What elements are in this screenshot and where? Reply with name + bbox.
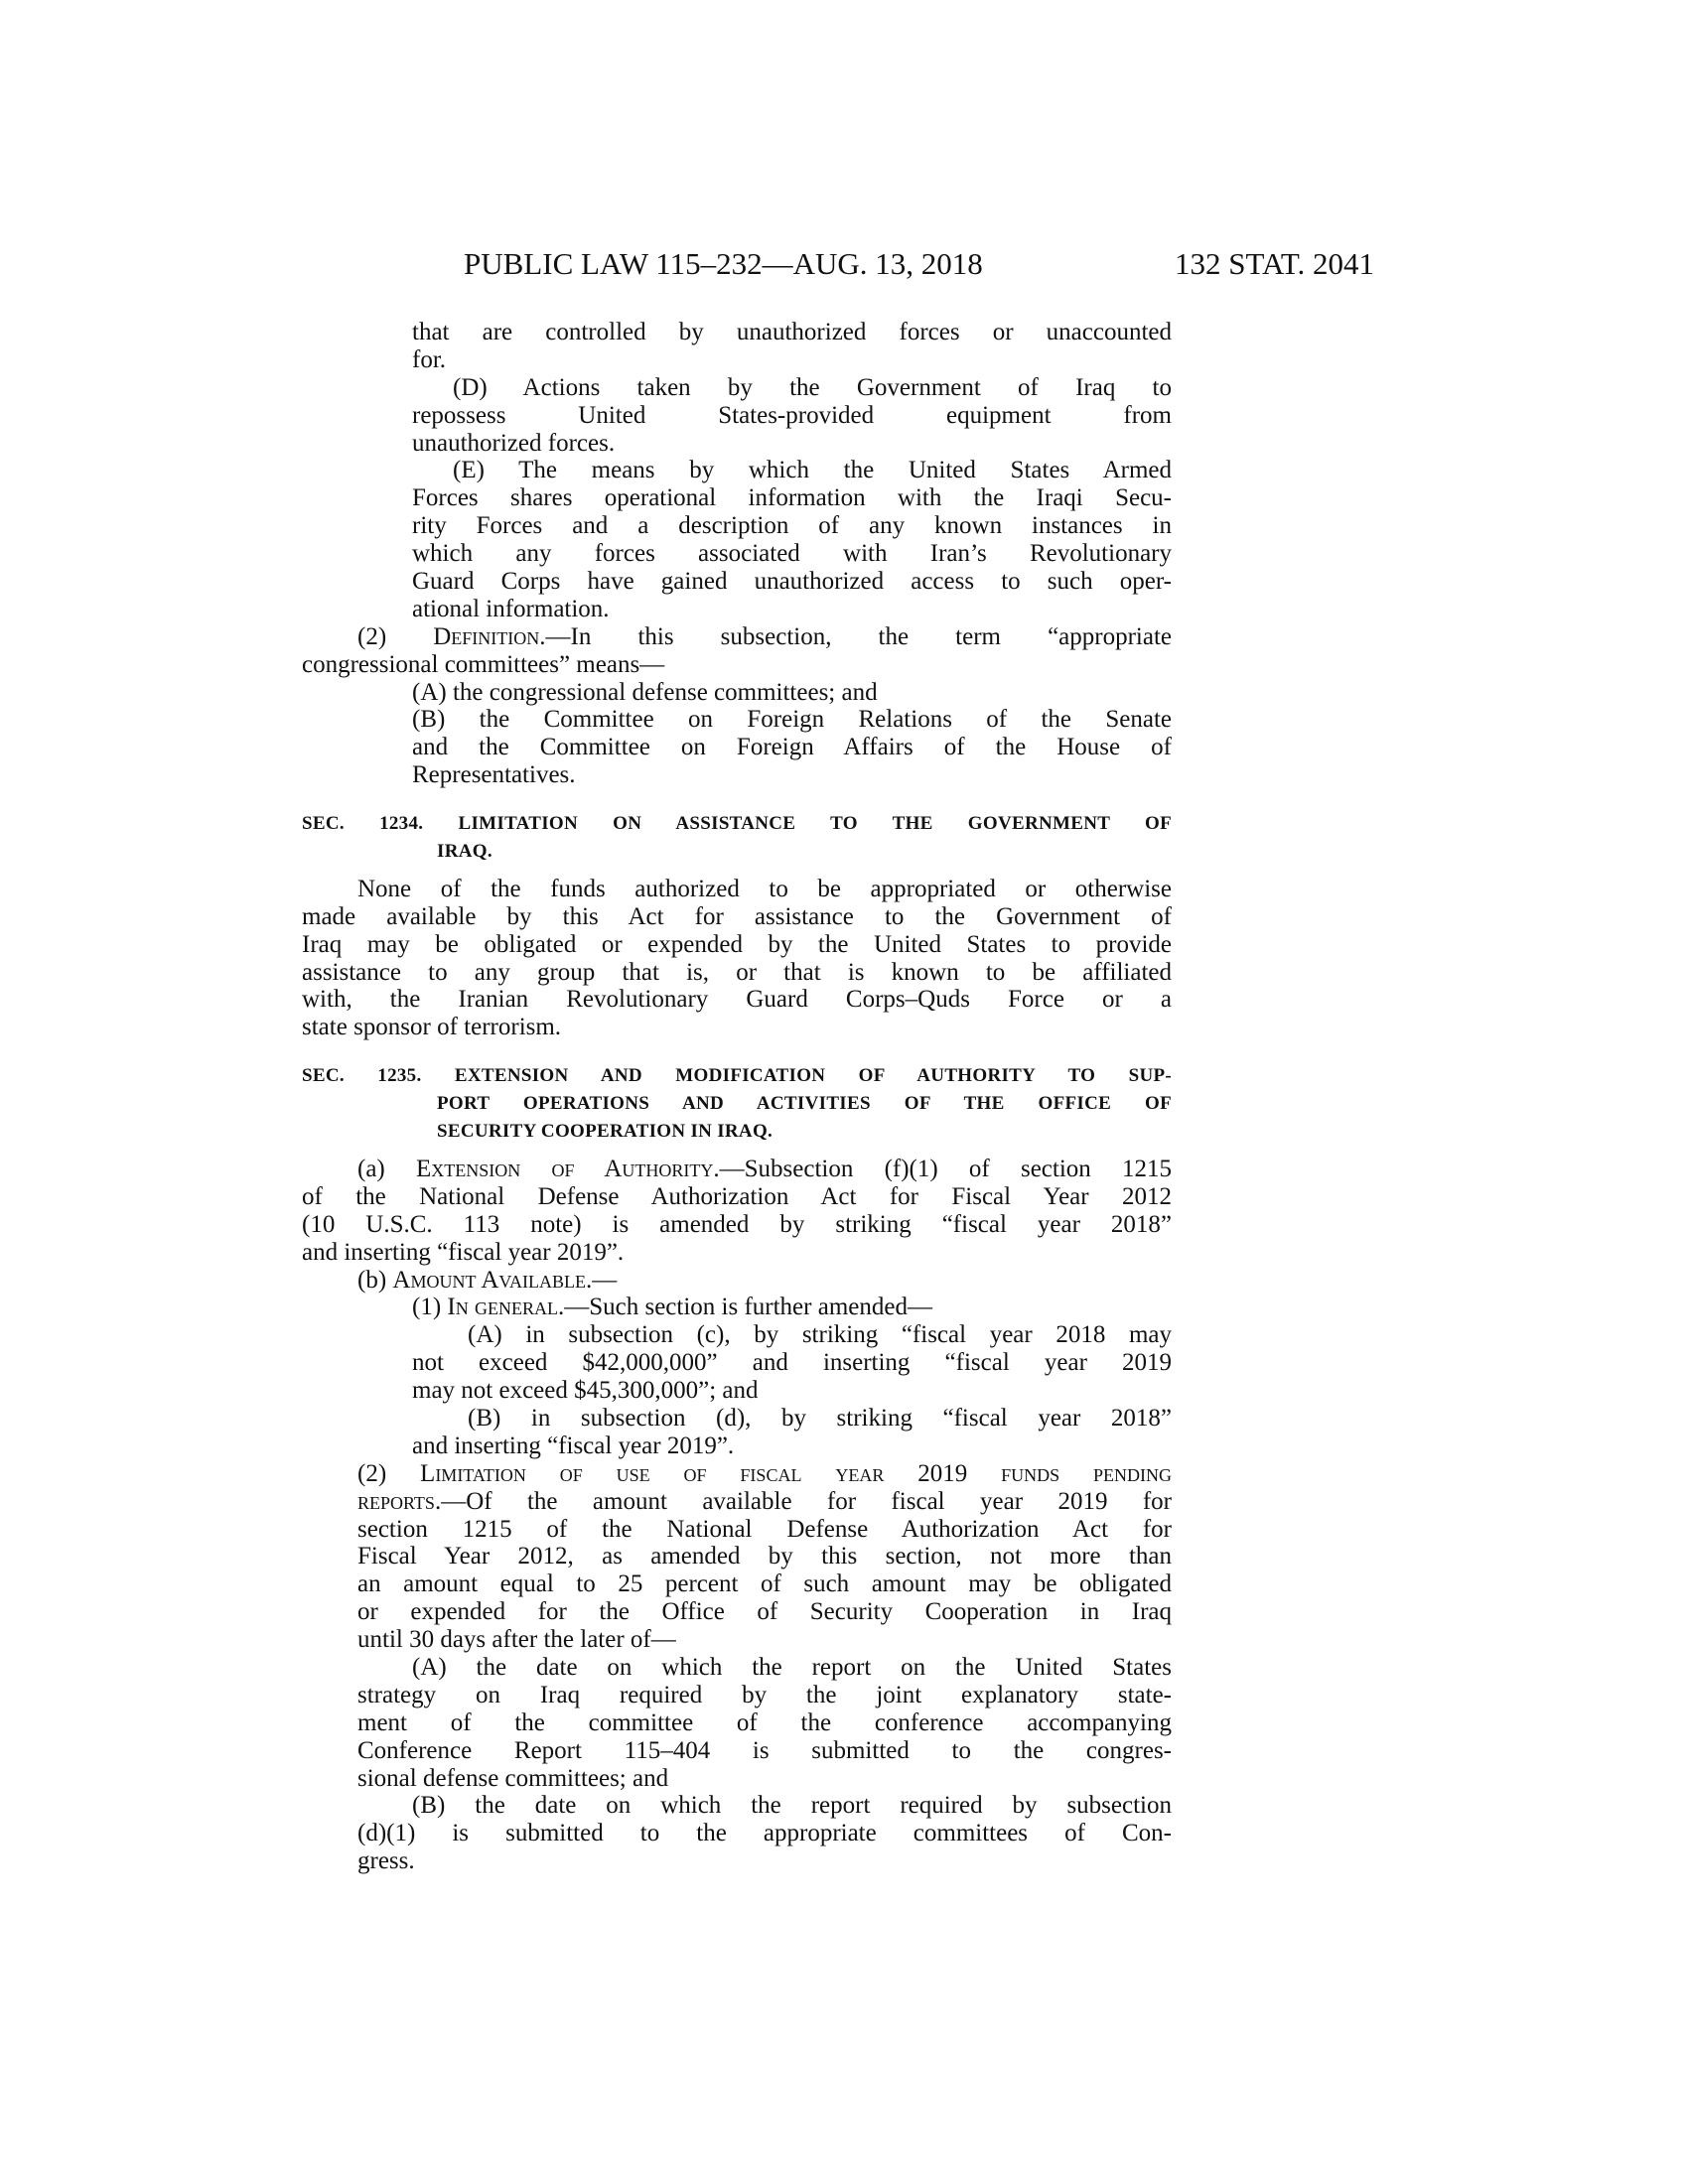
- text-line: an amount equal to 25 percent of such amount may be obligated: [357, 1570, 1172, 1598]
- para-text: —Such section is further amended—: [564, 1294, 932, 1321]
- text-line: state sponsor of terrorism.: [302, 1014, 562, 1041]
- subsection-a: [0, 1156, 1172, 1183]
- text-line: strategy on Iraq required by the joint explanatory state-: [357, 1681, 1172, 1708]
- subparagraph-b: (B) the Committee on Foreign Relations of the Senate: [412, 706, 1172, 734]
- para-heading: Amount Available.: [392, 1266, 593, 1294]
- text-line: of the National Defense Authorization Act for Fiscal Year 2012: [302, 1182, 1172, 1210]
- subparagraph-b1a: (A) in subsection (c), by striking “fiscal year 2018 may: [468, 1321, 1172, 1349]
- para-heading: In general.: [447, 1294, 565, 1321]
- para-text: —Of the amount available for fiscal year 2019 for: [441, 1487, 1172, 1515]
- text-line: gress.: [357, 1847, 415, 1875]
- document-body: [0, 319, 1172, 1875]
- text-line: Forces shares operational information with the Iraqi Secu-: [412, 484, 1172, 512]
- text-line: not exceed $42,000,000” and inserting “fiscal year 2019: [412, 1349, 1172, 1377]
- text-line: Fiscal Year 2012, as amended by this section, not more than: [357, 1543, 1172, 1570]
- section-1234-text: None of the funds authorized to be appropriated or otherwise: [357, 875, 1172, 902]
- subsection-b: [0, 1267, 1172, 1295]
- para-heading: reports.: [357, 1487, 442, 1515]
- text-line: sional defense committees; and: [357, 1764, 669, 1792]
- text-line: Conference Report 115–404 is submitted to the congres-: [357, 1736, 1172, 1764]
- text-line: section 1215 of the National Defense Authorization Act for: [357, 1515, 1172, 1543]
- text-line: congressional committees” means—: [302, 650, 665, 678]
- text-line: ment of the committee of the conference accompanying: [357, 1708, 1172, 1736]
- text-line: unauthorized forces.: [412, 429, 616, 457]
- para-number: (2): [357, 622, 434, 650]
- section-heading-cont: PORT OPERATIONS AND ACTIVITIES OF THE OFFICE OF: [437, 1093, 1172, 1115]
- text-line: and inserting “fiscal year 2019”.: [302, 1238, 625, 1266]
- para-text: —: [592, 1266, 618, 1294]
- subparagraph-b2a: (A) the date on which the report on the United States: [412, 1653, 1172, 1681]
- paragraph-b2: [0, 1460, 1172, 1488]
- text-line: for.: [412, 345, 447, 373]
- text-line: and inserting “fiscal year 2019”.: [412, 1432, 735, 1459]
- text-line: or expended for the Office of Security Cooperation in Iraq: [357, 1598, 1172, 1626]
- paragraph-b1: [0, 1294, 1172, 1321]
- subparagraph-e: (E) The means by which the United States Armed: [453, 457, 1172, 484]
- text-line: made available by this Act for assistance to the Government of: [302, 902, 1172, 930]
- running-header-title: PUBLIC LAW 115–232—AUG. 13, 2018: [464, 246, 983, 281]
- text-line: that are controlled by unauthorized forces or unaccounted: [412, 319, 1172, 345]
- section-heading-cont: SECURITY COOPERATION IN IRAQ.: [437, 1121, 774, 1143]
- subparagraph-b2b: (B) the date on which the report required by subsection: [412, 1792, 1172, 1820]
- subparagraph-a: (A) the congressional defense committees; and: [412, 678, 878, 706]
- text-line: rity Forces and a description of any known instances in: [412, 512, 1172, 540]
- definition-paragraph: [0, 623, 1172, 651]
- para-text: —Subsection (f)(1) of section 1215: [719, 1155, 1172, 1182]
- para-heading: Extension of Authority.: [415, 1155, 720, 1182]
- para-heading: Limitation of use of fiscal year 2019 funds pending: [420, 1459, 1172, 1487]
- section-heading-1235: SEC. 1235. EXTENSION AND MODIFICATION OF AUTHORITY TO SUP-: [302, 1065, 1172, 1087]
- para-heading: Definition.: [433, 622, 546, 650]
- section-heading-1234: SEC. 1234. LIMITATION ON ASSISTANCE TO THE GOVERNMENT OF: [302, 813, 1172, 835]
- section-heading-cont: IRAQ.: [437, 841, 492, 863]
- text-line: Iraq may be obligated or expended by the United States to provide: [302, 930, 1172, 958]
- text-line: Guard Corps have gained unauthorized access to such oper-: [412, 568, 1172, 596]
- text-line: Representatives.: [412, 761, 576, 789]
- subparagraph-b1b: (B) in subsection (d), by striking “fiscal year 2018”: [468, 1404, 1172, 1432]
- para-text: —In this subsection, the term “appropriate: [545, 622, 1172, 650]
- text-line: (10 U.S.C. 113 note) is amended by striking “fiscal year 2018”: [302, 1210, 1172, 1238]
- text-line: (d)(1) is submitted to the appropriate committees of Con-: [357, 1820, 1172, 1847]
- text-line: repossess United States-provided equipment from: [412, 401, 1172, 429]
- text-line: and the Committee on Foreign Affairs of the House of: [412, 734, 1172, 761]
- para-number: (a): [357, 1155, 416, 1182]
- text-line: with, the Iranian Revolutionary Guard Corps–Quds Force or a: [302, 986, 1172, 1014]
- text-line: may not exceed $45,300,000”; and: [412, 1377, 759, 1405]
- para-number: (1): [412, 1294, 448, 1321]
- text-line: ational information.: [412, 595, 610, 622]
- para-number: (2): [357, 1459, 421, 1487]
- text-line: which any forces associated with Iran’s Revolutionary: [412, 540, 1172, 568]
- para-number: (b): [357, 1266, 393, 1294]
- page-number: 132 STAT. 2041: [1175, 246, 1375, 281]
- text-line: until 30 days after the later of—: [357, 1626, 676, 1654]
- subparagraph-d: (D) Actions taken by the Government of Iraq to: [453, 373, 1172, 401]
- text-line: [0, 1488, 1172, 1516]
- text-line: assistance to any group that is, or that is known to be affiliated: [302, 958, 1172, 986]
